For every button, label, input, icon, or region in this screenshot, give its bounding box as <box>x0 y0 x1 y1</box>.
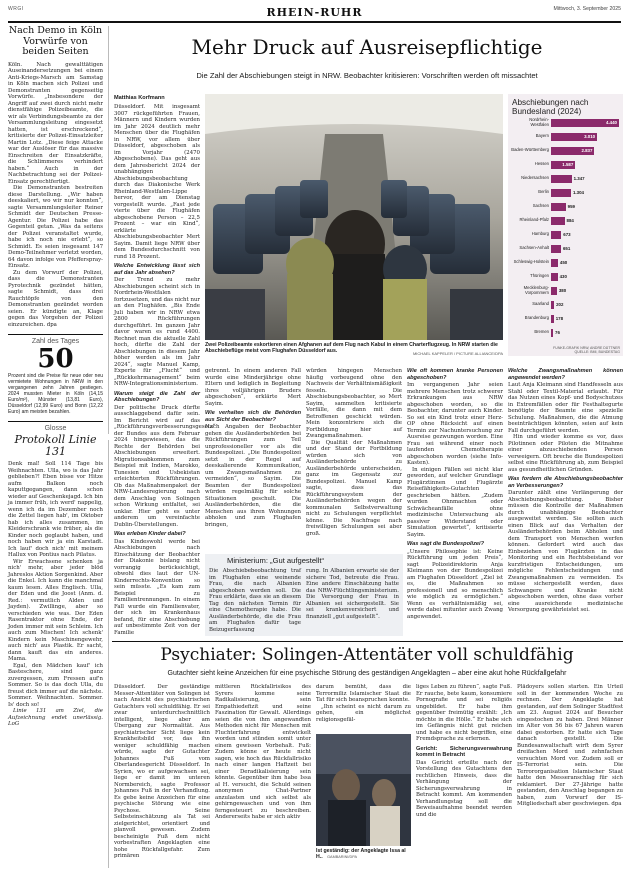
chart-footer: FUNKE-GRAFIK NRW, ANDRE DÜTTNER QUELLE: BMI, BUNDESTAG <box>553 346 620 354</box>
chart-category-label: Brandenburg <box>524 315 549 321</box>
section-title: RHEIN-RUHR <box>266 6 363 19</box>
chart-bar-row <box>511 314 564 323</box>
info-col2: rung. In Albanien erwarte sie der sichere Tod, betreute die Frau. Eine andere Einschätzung hatte das NRW-Flüchtlingsministerium. Die Versorgung der Frau in Albanien sei sichergestellt. Sie sei krankenversichert und finanziell „gut aufgestellt“. <box>306 568 399 620</box>
paragraph: Das Gericht erteilte nach der Vorstellung des Gutachtens den rechtlichen Hinweis, dass die Verhängung der Sicherungsverwahrung in Betracht kommt. Am kommenden Verhandlungstag soll die Beweisaufnahme beendet werden und die <box>416 759 512 818</box>
bottom-col3a <box>316 684 411 723</box>
chart-category-label: Nordrhein-Westfalen <box>529 116 549 127</box>
airplane-cabin-image <box>205 94 503 340</box>
chart-bar-row <box>511 258 568 267</box>
chart-category-label: Bayern <box>535 133 549 139</box>
chart-bar <box>551 119 619 127</box>
chart-value-label: 2.837 <box>581 148 593 153</box>
paragraph: Nach Angaben der Beobachter gehen die Ausländerbehörden bei Rückführungen zum Teil unprofessioneller vor als die Bundespolizei. „Die Bundespolizei setzt in der Regel auf deeskalierende Kommunikation, um Zwangsmaßnahmen zu vermeiden“, so Sayim. Die Beamten der Bundespolizei würden regelmäßig für solche Situationen geschult. Die Ausländerbehörden, die die Menschen aus ihren Wohnungen abholen und zum Flughafen bringen, <box>205 424 301 528</box>
chart-category-label: Schleswig-Holstein <box>513 259 549 265</box>
paragraph: „Ihn scheint es nicht darum zu gehen, ein möglichst religionsgefäl- <box>316 703 411 723</box>
subheading: Wie oft kommen kranke Personen abgeschoben? <box>407 368 503 381</box>
chart-value-label: 202 <box>556 302 564 307</box>
glosse-heading: Glosse <box>44 425 67 432</box>
article-photo <box>205 94 503 340</box>
chart-title: Abschiebungen nach Bundesland (2024) <box>512 98 589 116</box>
left-paragraph: Zu dem Vorwurf der Polizei, dass die Demonstranten Pyrotechnik gezündet hätten, sagte Schmidt, dass drei Rauchtöpfe von den Demonstranten gezündet worden seien. Er kündigte an, Klage gegen das Vorgehen der Polizei einzureichen. dpa <box>8 269 103 328</box>
chart-value-label: 4.440 <box>606 120 617 125</box>
glosse-paragraph: Egal, den Mädchen kauf' ich Basteschere, sind ganz zuvergessen, zum Fressen auf'n Sommer. So is das doch Ulla, du freust dich immer auf die nächste. Sommer. Weihnachten. Sommer. Is' doch so! <box>8 662 103 708</box>
chart-bar-row <box>511 244 571 253</box>
left-headline: Nach Demo in Köln Vorwürfe von beiden Seiten <box>8 25 103 57</box>
chart-category-label: Thüringen <box>530 273 549 279</box>
paragraph: getrennt. In einem anderen Fall wurde eine Minderjährige ohne Eltern und lediglich in Begleitung ihres volljährigen Bruders abgeschoben“, erklärte Mert Sayim. <box>205 368 301 407</box>
chart-bar-row <box>511 328 560 337</box>
zahl-heading: Zahl des Tages <box>31 338 80 345</box>
chart-bar-row <box>511 174 585 183</box>
chart-bar-row <box>511 272 567 281</box>
paragraph: darum bemüht, dass die Terrormiliz Islamischer Staat die Tat für sich beanspruchen konnte. <box>316 684 411 703</box>
chart-value-label: 884 <box>566 218 574 223</box>
paragraph: Im vergangenen Jahr seien mehrere Menschen trotz schwerer Erkrankungen aus NRW abgeschoben worden, so die Beobachter, darunter auch Kinder. So sei ein Kind trotz einer Herz-OP ohne Rücksicht auf einen Termin zur Nachuntersuchung zur Ausreise gezwungen worden. Eine Frau sei während einer noch laufenden Chemotherapie abgeschoben worden (siehe Info-Kasten). <box>407 382 503 467</box>
chart-bar <box>551 175 585 183</box>
chart-category-label: Hessen <box>534 161 549 167</box>
chart-bar <box>551 231 571 239</box>
chart-category-label: Mecklenburg-Vorpommern <box>523 284 549 295</box>
chart-bar <box>551 329 560 337</box>
info-col1: Die Abschiebebeobachtung traf im Flughafen eine weinende Frau, die nach Albanien abgeschoben werden soll. Die Frau erklärte, dass sie an diesem Tag den nächsten Termin für eine Chemotherapie habe. Die Ausländerbehörde, die die Frau am Flughafen dafür tage Beizugerfassung <box>209 568 301 633</box>
left-column <box>8 26 103 728</box>
bottom-col2: mittleren Rückfallrisikos des Syrers komme seine Radikalisierung, sein Empathiedefizit und seine Faszination für Gewalt. Allerdings seien die von ihm angewandten Methoden nicht für Menschen mit Fluchterfahrung entwickelt worden und stünden somit unter einem gewissen Vorbehalt. Fuß: Zudem könne er heute nicht sagen, wie hoch das Rückfallrisiko nach einer langen Haftzeit bei einer Deradikalisierung sein könnte. Gegenüber ihm habe Issa al H. versucht, die Schuld seinen anonymen Chat-Partner anzulasten und sich selbst als gehirngewaschen und von ihm ferngesteuert zu beschreiben. Andererseits habe er sich aktiv <box>215 684 311 820</box>
subheading: Was fordern die Abschiebungsbeobachter an Verbesserungen? <box>508 476 623 489</box>
chart-bar <box>551 133 597 141</box>
chart-bars <box>511 118 623 348</box>
bottom-photo <box>316 734 411 846</box>
chart-bar <box>551 189 584 197</box>
chart-category-label: Rheinland-Pfalz <box>519 217 549 223</box>
glosse-paragraph: Denk mal! Soll 114 Tage bis Weihnachten. Ulla, wo is das Jahr geblieben?! Eben bisse vor Hitze aufm Balkon noch kaputtgegangen, dann schon wieder auf Geschenkejagd. Ich bin ja immer früh, ich werd' nappelig, wenn ich da im Dezember noch die Zettel liegen hab', im Oktober hab ich alles zusammen, im Kleiderschrank wie früher, als die Kinder noch geglaubt haben, und noch haben wir ja ein Karstadt. Ich lauf' doch nich' mit meinem Hallux von Pontius nach Pilatus. <box>8 461 103 558</box>
left-paragraph: Köln. Nach gewalttätigen Auseinandersetzungen bei einem Anti-Kriegs-Marsch am Samstag in Köln machen sich Polizei und Demonstranten gegenseitig Vorwürfe. „Insbesondere der Angriff auf zwei durch nicht mehr dienstfähige Polizeibeamte, die wir als Verbindungsbeamte zu der Versammlungsleitung eingesetzt hatten, ist erschreckend“, kritisierte der Polizei-Einsatzleiter Martin Lotz. „Diese feige Attacke war der Auslöser für das massive Einschreiten der Einsatzkräfte, die Schlimmeres verhindert haben.“ Auch in der Nachbetrachtung sei der Polizei-Einsatz gerechtfertigt. <box>8 61 103 185</box>
section-rule <box>112 641 623 642</box>
info-heading: Ministerium: „Gut aufgestellt“ <box>227 556 325 565</box>
info-box <box>205 554 403 636</box>
chart-value-label: 1.347 <box>573 176 585 181</box>
chart-value-label: 380 <box>558 288 567 293</box>
masthead-rule <box>8 21 621 23</box>
zahl-value: 50 <box>37 344 74 374</box>
paragraph: Die Qualität der Maßnahmen und der Stand der Fortbildung würden sich von Ausländerbehörde zu Ausländerbehörde unterscheiden, ganz im Gegensatz zur Bundespolizei. Manuel Kamp sagte, dass das Rückführungssystem der Ausländerbehörden wegen der kommunalen Selbstverwaltung nicht zu Schulungen verpflichtet könne. Die Nachfrage nach freiwilligen Schulungen sei aber groß. <box>306 439 402 537</box>
left-article-body <box>8 62 103 329</box>
chart-category-label: Sachsen-Anhalt <box>519 245 549 251</box>
photo-caption: Zwei Polizeibeamte eskortieren einen Afghanen auf dem Flug nach Kabul in einem Charterflugzeug. In NRW starten die Abschiebeflüge meist vom Flughafen Düsseldorf aus. MICHAEL KAPPELER / PICTURE ALLIANCE/DPA <box>205 342 503 357</box>
column-divider <box>108 440 109 868</box>
top-headline: Mehr Druck auf Ausreisepflichtige <box>191 35 543 59</box>
photo-credit: MICHAEL KAPPELER / PICTURE ALLIANCE/DPA <box>412 351 503 357</box>
paragraph: Düsseldorf. Mit insgesamt 3007 rückgeführten Frauen, Männern und Kindern wurden im Jahr 2024 deutlich mehr Menschen über die Flughäfen in NRW, vor allem über Düsseldorf, abgeschoben als im Vorjahr (2470 Abgeschobene). Das geht aus dem Jahresbericht 2024 der unabhängigen Abschiebungsbeobachtung durch das Diakonische Werk Rheinland-Westfalen-Lippe hervor, der am Dienstag vorgestellt wurde. „Fast jede vierte über die Flughäfen abgeschobene Person – 22,5 Prozent – war ein Kind“, erklärte Abschiebungsbeobachter Mert Sayim. Damit liege NRW über dem Bundesdurchschnitt von rund 18 Prozent. <box>114 104 200 260</box>
chart-bar-row <box>511 132 597 141</box>
top-col4 <box>407 368 503 620</box>
glosse-body <box>8 461 103 728</box>
chart-category-label: Hamburg <box>531 231 549 237</box>
subheading: Wie verhalten sich die Behörden aus Sicht der Beobachter? <box>205 410 301 423</box>
paragraph: Der Trend zu mehr Abschiebungen scheint sich in Nordrhein-Westfalen fortzusetzen, und das nicht nur an den Flughäfen. „Bis Ende Juli haben wir in NRW etwa 2800 Rückführungen durchgeführt. Im ganzen Jahr davor waren es rund 4400. Rechnet man die aktuelle Zahl hoch, dürfte die Zahl der Abschiebungen in diesem Jahr höher werden als im Jahr 2024“, sagte Manuel Kamp, Experte für „Flucht“ und „Rückkehrmanagement“ beim NRW-Integrationsministerium. <box>114 277 200 388</box>
chart-bar-row <box>511 230 571 239</box>
chart-bar-row <box>511 118 619 127</box>
top-col1 <box>114 104 216 636</box>
chart-value-label: 76 <box>555 330 560 335</box>
glosse-footer: Linie 131 am Ziel, die Aufzeichnung endet unerlässig. LoG <box>8 708 103 727</box>
defendant-photo <box>316 734 411 846</box>
author: Matthias Korfmann <box>114 95 165 101</box>
paragraph: Der politische Druck dürfte ausschlaggebend dafür sein. Im Bericht wird auf das „Rückführungsverbesserungsgesetz“ der Bundes aus dem Februar 2024 hingewiesen, das die Rechte der Behörden bei Abschiebungen erweitert. Migrationsabkommen zum Beispiel mit Indien, Marokko, Tunesien und Usbekistan erleichterten Rückführungen. Ob das Maßnahmenpaket der NRW-Landesregierung nach dem Anschlag von Solingen schon Wirkung entfaltet, sei unklar. Hier geht es unter anderem um vereinfachte Dublin-Überstellungen. <box>114 404 216 528</box>
chart-category-label: Baden-Württemberg <box>511 147 549 153</box>
paragraph: Darunter zählt eine Verlängerung der Abschiebungsbeobachtung. Bisher müssen die Kontrolle der Maßnahmen durch unabhängige Beobachter ausgeweitet werden. Sie sollten auch einen Blick auf das Verhalten der Ausländerbehörden beim Abholen und dem Transport von Menschen werfen können. Gefordert wird auch das Einbeziehen von Flugärzten in das Monitoring und ein Rechtsbeistand vor kurzfristigen Entscheidungen, um mögliche Fehlentscheidungen und Zwangsmaßnahmen zu vermeiden. Es müsse sichergestellt werden, dass Schwangere und Kranke nicht abgeschoben werden, ohne dass vorher eine ausreichende medizinische Versorgung gewährleistet sei. <box>508 490 623 614</box>
chart-bar <box>551 217 574 225</box>
bottom-headline: Psychiater: Solingen-Attentäter voll schuldfähig <box>160 645 574 665</box>
chart-category-label: Saarland <box>532 301 549 307</box>
chart-bar-row <box>511 146 594 155</box>
chart-bar-row <box>511 284 567 295</box>
chart-category-label: Sachsen <box>532 203 549 209</box>
chart-bar <box>551 315 564 323</box>
subheading: Welche Entwicklung lässt sich auf das Jahr absehen? <box>114 263 200 276</box>
top-subline: Die Zahl der Abschiebungen steigt in NRW. Beobachter kritisieren: Vorschriften werden oft missachtet <box>196 71 538 80</box>
subheading: Warum steigt die Zahl der Abschiebungen? <box>114 390 200 404</box>
paragraph: Hin und wieder komme es vor, dass Pilotinnen oder Piloten die Mitnahme einer abzuschiebenden Person verweigern. Oft breche die Bundespolizei selbst eine Rückführung ab, zum Beispiel aus gesundheitlichen Gründen. <box>508 434 623 473</box>
chart-bar <box>551 301 564 309</box>
chart-bar <box>551 203 575 211</box>
chart-bar-row <box>511 202 575 211</box>
bottom-photo-caption: Ist geständig: der Angeklagte Issa al H.. GAMBARINI/DPA <box>316 848 406 860</box>
chart-value-label: 450 <box>559 260 568 265</box>
subheading: Welche Zwangsmaßnahmen können angewendet werden? <box>508 368 623 381</box>
chart-value-label: 3.010 <box>584 134 596 139</box>
chart-bar-row <box>511 160 575 169</box>
bottom-col4 <box>416 684 512 868</box>
paragraph: Laut Anja Kleimann sind Handfesseln aus Stahl oder Textil-Material erlaubt. Für das Nutzen eines Kopf- und Bodyschutzes in Extremfällen oder für Festhaltegurte benötigte der Beamte eine spezielle Schulung. Maßnahmen, die die Atmung beeinträchtigen könnten, seien auf kein Fall durchgeführt werden. <box>508 382 623 434</box>
logo: WRGI <box>8 6 24 12</box>
date: Mittwoch, 3. September 2025 <box>553 6 621 12</box>
paragraph: „Unsere Philosophie ist: Keine Rückführung um jeden Preis“, sagt Polizeidirektorin Anja Kleimann von der Bundespolizei am Flughafen Düsseldorf. „Ziel ist es, die Maßnahmen so professionell und so menschlich wie möglich zu ermöglichen.“ Wenn es verhältnismäßig sei, werde dabei mitunter auch Zwang angewendet. <box>407 548 503 620</box>
chart-value-label: 430 <box>559 274 567 279</box>
chart-value-label: 651 <box>562 246 571 251</box>
chart-bar <box>551 259 568 267</box>
paragraph: In einigen Fällen sei nicht klar geworden, auf welcher Grundlage Flugärztinnen und Flugärzte Reisefähigkeits-Gutachten geschrieben hätten. „Zudem wurden Ohnmachten oder Schwächeanfälle ohne medizinische Untersuchung als passiver Widerstand oder Simulation gewertet“, kritisierte Sayim. <box>407 466 503 538</box>
column-divider <box>108 26 109 434</box>
chart-bar <box>551 273 567 281</box>
paragraph: würden hingegen Menschen häufig vorbeugend ohne den Nachweis der Verhältnismäßigkeit fesseln. Die Abschiebungsbeobachter, so Mert Sayim, sammelten kritisierte Vorfälle, die dann mit dem Betroffenen geschickt würden. Mein konzentriere sich die Fortbildung hier auf Zwangsmaßnahmen. <box>306 368 402 439</box>
chart-value-label: 1.304 <box>572 190 584 195</box>
chart-bar-row <box>511 300 564 309</box>
zahl-text: Prozent sind die Preise für neue oder neu vermietete Wohnungen in NRW in den vergangenen zehn Jahren gestiegen. 2024 mussten Mieter in Köln (14,15 Euro/m²), Münster (13,81 Euro), Düsseldorf (12,99 Euro) und Bonn (12,22 Euro) am meisten bezahlen. <box>8 373 103 415</box>
chart-bar <box>551 147 594 155</box>
subheading: Gericht: Sicherungsverwahrung kommt in Betracht <box>416 745 512 759</box>
chart-category-label: Berlin <box>538 189 549 195</box>
chart-bar <box>551 245 571 253</box>
paragraph: Das Kindeswohl werde bei Abschiebungen nach Einschätzung der Beobachter der Diakonie bislang nicht vorrangig berücksichtigt, obwohl dies laut der UN-Kinderrechts-Konvention so sein müsste. „Es kam zum Beispiel zu Familientrennungen. In einem Fall wurde ein Familienvater, der sich im Krankenhaus befand, für eine Abschiebung auf unbestimmte Zeit von der Familie <box>114 538 200 636</box>
chart-category-label: Bremen <box>534 329 549 335</box>
glosse-title: Protokoll Linie 131 <box>14 433 97 458</box>
subheading: Was erleben Kinder dabei? <box>114 531 186 538</box>
chart-value-label: 1.587 <box>562 162 574 167</box>
chart-value-label: 673 <box>563 232 571 237</box>
chart-bar <box>551 287 567 295</box>
chart-bar-row <box>511 188 584 197</box>
bottom-subline: Gutachter sieht keine Anzeichen für eine psychische Störung des geständigen Angeklagten – aber eine akut hohe Rückfallgefahr <box>167 670 567 677</box>
chart-bar <box>551 161 575 169</box>
chart-bar-row <box>511 216 574 225</box>
paragraph: liges Leben zu führen“, sagte Fuß. Er rauche, bete kaum, konsumiere Pornografie und sei religiös ungebildet. Er habe ihm gegenüber freimütig erzählt: „Ich möchte in die Hölle.“ Er habe sich im Gefängnis nicht gut reichen und habe es nicht begriffen, eine Fremdsprache zu erlernen. <box>416 684 512 742</box>
bottom-col1: Düsseldorf. Der geständige Messer-Attentäter von Solingen ist nach Ansicht des psychiatrischen Gutachters voll schuldfähig. Er sei zwar unterdurchschnittlich intelligent, liege aber am Übergang zur Normalität. Aus psychiatrischer Sicht liege kein Krankheitsbild vor, das ihn weniger schuldfähig machen würde, sagte der Gutachter Johannes Fuß vom Oberlandesgericht Düsseldorf. In Syrien, wo er aufgewachsen sei, liege er damit im unteren Normbereich, sagte Professor Johannes Fuß in der Verhandlung. Es gebe keine Anzeichen für eine psychische Störung wie eine Psychose. Seine Selbsteinschätzung als Tat sei zielgerichtet, orientiert und planvoll gewesen. Zudem bescheinigte Fuß dem nicht vorbestraften Angeklagten eine hohe Rückfallgefahr. Zum primären <box>114 684 210 859</box>
chart-category-label: Niedersachsen <box>521 175 549 181</box>
chart-value-label: 178 <box>555 316 564 321</box>
top-col2 <box>205 368 301 528</box>
chart-value-label: 959 <box>567 204 575 209</box>
glosse-paragraph: Wir Erwachsene schenken ja nich' mehr, aber jeder blöd Jahreslos Aktion Sorgenkind. Aber die Enkel. Ich kann die manchmal kaum lesen. Alles Englisch. Ulla, der Eden und die Joost (Anm. d. Red.: vermutlich Alden und Jayden). Zwillinge, aber so verschieden wie was. Der Eden Rasentraktor ohne Ende, der Joden immer mit sein Schleim. Ich auch zum Mischen! Ich schenk' Kindern kein Maschinengewehr, auch nich' aus Plastik. Er sacht, dann kauft das ein anderes. Mama. <box>8 558 103 662</box>
chart-box <box>508 94 623 356</box>
left-paragraph: Die Demonstranten bestreiten diese Darstellung. „Wir haben deeskaliert, wo wir nur konnten“, sagte Versammlungsleiter Reiner Schmidt der Deutschen Presse-Agentur. Die Polizei habe das Gegenteil getan. „Was da seitens der Polizei veranstaltet wurde, habe ich noch nie erlebt“, so Schmidt. Es seien insgesamt 147 Demo-Teilnehmer verletzt worden, 64 davon infolge von Pfefferspray-Einsatz. <box>8 185 103 269</box>
bottom-photo-credit: GAMBARINI/DPA <box>327 855 357 859</box>
subheading: Was sagt die Bundespolizei? <box>407 541 484 548</box>
top-col5 <box>508 368 623 614</box>
top-col3 <box>306 368 402 537</box>
bottom-col5: Plädoyers sollen starten. Ein Urteil soll in der kommenden Woche zu rechnen. Der Angeklagte hat gestanden, auf dem Solinger Stadtfest am 23. August 2024 auf Besucher eingestochen zu haben. Drei Männer im Alter von 56 bis 67 Jahren waren dabei gestorben. Er hatte sich Tage danach gestellt. Die Bundesanwaltschaft wirft dem Syrer dreifachen Mord und zehnfachen versuchten Mord vor. Zudem soll er IS-Terrorist sein. Die Terrororganisation Islamischer Staat hatte den Messeranschlag für sich reklamiert. Der 27-Jährige hatte gestanden, den Anschlag begangen zu haben, zum Vorwurf der IS-Mitgliedschaft aber geschwiegen. dpa <box>517 684 623 807</box>
